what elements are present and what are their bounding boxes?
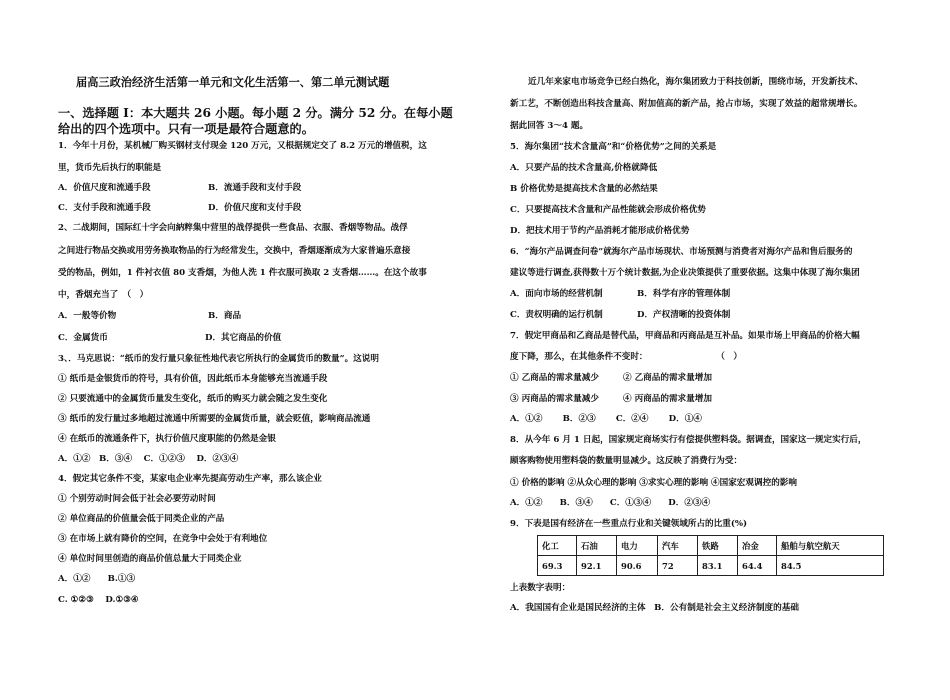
option-a: A．一般等价物 [58,311,117,321]
question-7-stem: 度下降，那么，在其他条件不变时： （ ） [510,352,743,362]
option-b: B．商品 [208,311,242,321]
passage-intro: 新工艺，不断创造出科技含量高、附加值高的新产品，抢占市场，实现了效益的超常规增长。 [510,99,863,109]
question-5-option-c: C．只要提高技术含量和产品性能就会形成价格优势 [510,205,706,215]
item-3: ③ 丙商品的需求量减少 [510,394,599,404]
question-2-stem: 之间进行物品交换或用劳务换取物品的行为经常发生，交换中，香烟逐渐成为大家普遍乐意接 [58,246,411,256]
question-4-statement: ② 单位商品的价值量会低于同类企业的产品 [58,514,225,524]
question-3-statement: ③ 纸币的发行量过多地超过流通中所需要的金属货币量，就会贬值，影响商品流通 [58,414,371,424]
question-6-stem: 建议等进行调查,获得数十万个统计数据,为企业决策提供了重要依据。这集中体现了海尔集团 [510,268,860,278]
option-c: C．金属货币 [58,333,108,343]
option-d: D．产权清晰的投资体制 [637,310,731,320]
option-b: B．科学有序的管理体制 [637,289,731,299]
question-8-options: A．①② B．③④ C．①③④ D．②③④ [510,498,711,508]
table-header-cell: 冶金 [738,536,777,556]
question-4-stem: 4．假定其它条件不变，某家电企业率先提高劳动生产率，那么该企业 [58,474,322,484]
question-4-statement: ① 个别劳动时间会低于社会必要劳动时间 [58,494,216,504]
question-4-options: A．①② B.①③ [58,574,136,584]
question-1-stem: 里，货币先后执行的职能是 [58,163,162,173]
question-8-stem: 8．从今年 6 月 1 日起，国家规定商场实行有偿提供塑料袋。据调查，国家这一规定实行后， [510,435,867,445]
passage-intro: 据此回答 3～4 题。 [510,121,589,131]
question-5-option-d: D．把技术用于节约产品消耗才能形成价格优势 [510,226,690,236]
question-1-stem: 1．今年十月份，某机械厂购买钢材支付现金 120 万元，又根据规定交了 8.2 万元的增值税，这 [58,141,427,151]
question-7-options: A．①② B．②③ C．②④ D．①④ [510,414,702,424]
table-header-cell: 电力 [617,536,658,556]
question-8-stem: 顾客购物使用塑料袋的数量明显减少。这反映了消费行为受： [510,456,743,466]
table-header-cell: 汽车 [658,536,698,556]
table-header-cell: 石油 [577,536,617,556]
question-9-options: A．我国国有企业是国民经济的主体 B．公有制是社会主义经济制度的基础 [510,603,799,613]
exam-title: 届高三政治经济生活第一单元和文化生活第一、第二单元测试题 [76,75,390,89]
option-d: D．价值尺度和支付手段 [208,203,302,213]
table-cell: 92.1 [577,556,617,576]
state-economy-share-table [537,535,884,576]
item-4: ④ 丙商品的需求量增加 [623,394,712,404]
table-header-cell: 化工 [538,536,577,556]
table-header-row [538,536,884,556]
item-2: ② 乙商品的需求量增加 [623,373,712,383]
option-b: B．流通手段和支付手段 [208,183,302,193]
table-note: 上表数字表明： [510,583,571,593]
question-3-options: A．①② B．③④ C．①②③ D．②③④ [58,454,239,464]
question-8-items: ① 价格的影响 ②从众心理的影响 ③求实心理的影响 ④国家宏观调控的影响 [510,478,797,488]
option-c: C．支付手段和流通手段 [58,203,151,213]
option-a: A．面向市场的经营机制 [510,289,603,299]
question-4-options: C. ①②③ D.①③④ [58,595,139,605]
question-5-option-b: B 价格优势是提高技术含量的必然结果 [510,184,658,194]
question-5-stem: 5．海尔集团“技术含量高”和“价格优势”之间的关系是 [510,142,717,152]
table-row [538,556,884,576]
question-5-option-a: A．只要产品的技术含量高,价格就降低 [510,163,658,173]
table-cell: 90.6 [617,556,658,576]
question-9-stem: 9．下表是国有经济在一些重点行业和关键领域所占的比重(%) [510,519,748,529]
question-3-statement: ④ 在纸币的流通条件下，执行价值尺度职能的仍然是金银 [58,434,276,444]
table-cell: 64.4 [738,556,777,576]
option-d: D．其它商品的价值 [205,333,282,343]
question-3-statement: ② 只要流通中的金属货币量发生变化，纸币的购买力就会随之发生变化 [58,394,328,404]
question-3-stem: 3、．马克思说：“纸币的发行量只象征性地代表它所执行的金属货币的数量”。这说明 [58,354,379,364]
section-heading-line-1: 一、选择题 I：本大题共 26 小题。每小题 2 分。满分 52 分。在每小题 [58,106,453,120]
table-cell: 69.3 [538,556,577,576]
option-a: A．价值尺度和流通手段 [58,183,151,193]
question-7-stem: 7．假定甲商品和乙商品是替代品，甲商品和丙商品是互补品。如果市场上甲商品的价格大幅 [510,331,860,341]
table-cell: 83.1 [698,556,738,576]
section-heading-line-2: 给出的四个选项中。只有一项是最符合题意的。 [58,122,314,136]
question-2-stem: 中，香烟充当了 （ ） [58,290,149,300]
question-2-stem: 2、二战期间，国际红十字会向納粹集中营里的战俘提供一些食品、衣服、香烟等物品。战俘 [58,223,408,233]
option-c: C．责权明确的运行机制 [510,310,603,320]
question-2-stem: 受的物品，例如，1 件衬衣值 80 支香烟，为他人洗 1 件衣服可换取 2 支香烟……。在这个故事 [58,268,427,278]
question-4-statement: ③ 在市场上就有降价的空间，在竞争中会处于有利地位 [58,534,268,544]
passage-intro: 近几年来家电市场竞争已经白热化，海尔集团致力于科技创新，围绕市场，开发新技术、 [528,77,864,87]
question-4-statement: ④ 单位时间里创造的商品价值总量大于同类企业 [58,554,242,564]
table-cell: 72 [658,556,698,576]
table-header-cell: 船舶与航空航天 [777,536,884,556]
question-3-statement: ① 纸币是金银货币的符号，具有价值，因此纸币本身能够充当流通手段 [58,374,328,384]
table-cell: 84.5 [777,556,884,576]
table-header-cell: 铁路 [698,536,738,556]
question-6-stem: 6．“海尔产品调查问卷”就海尔产品市场现状、市场预测与消费者对海尔产品和售后服务的 [510,247,853,257]
item-1: ① 乙商品的需求量减少 [510,373,599,383]
